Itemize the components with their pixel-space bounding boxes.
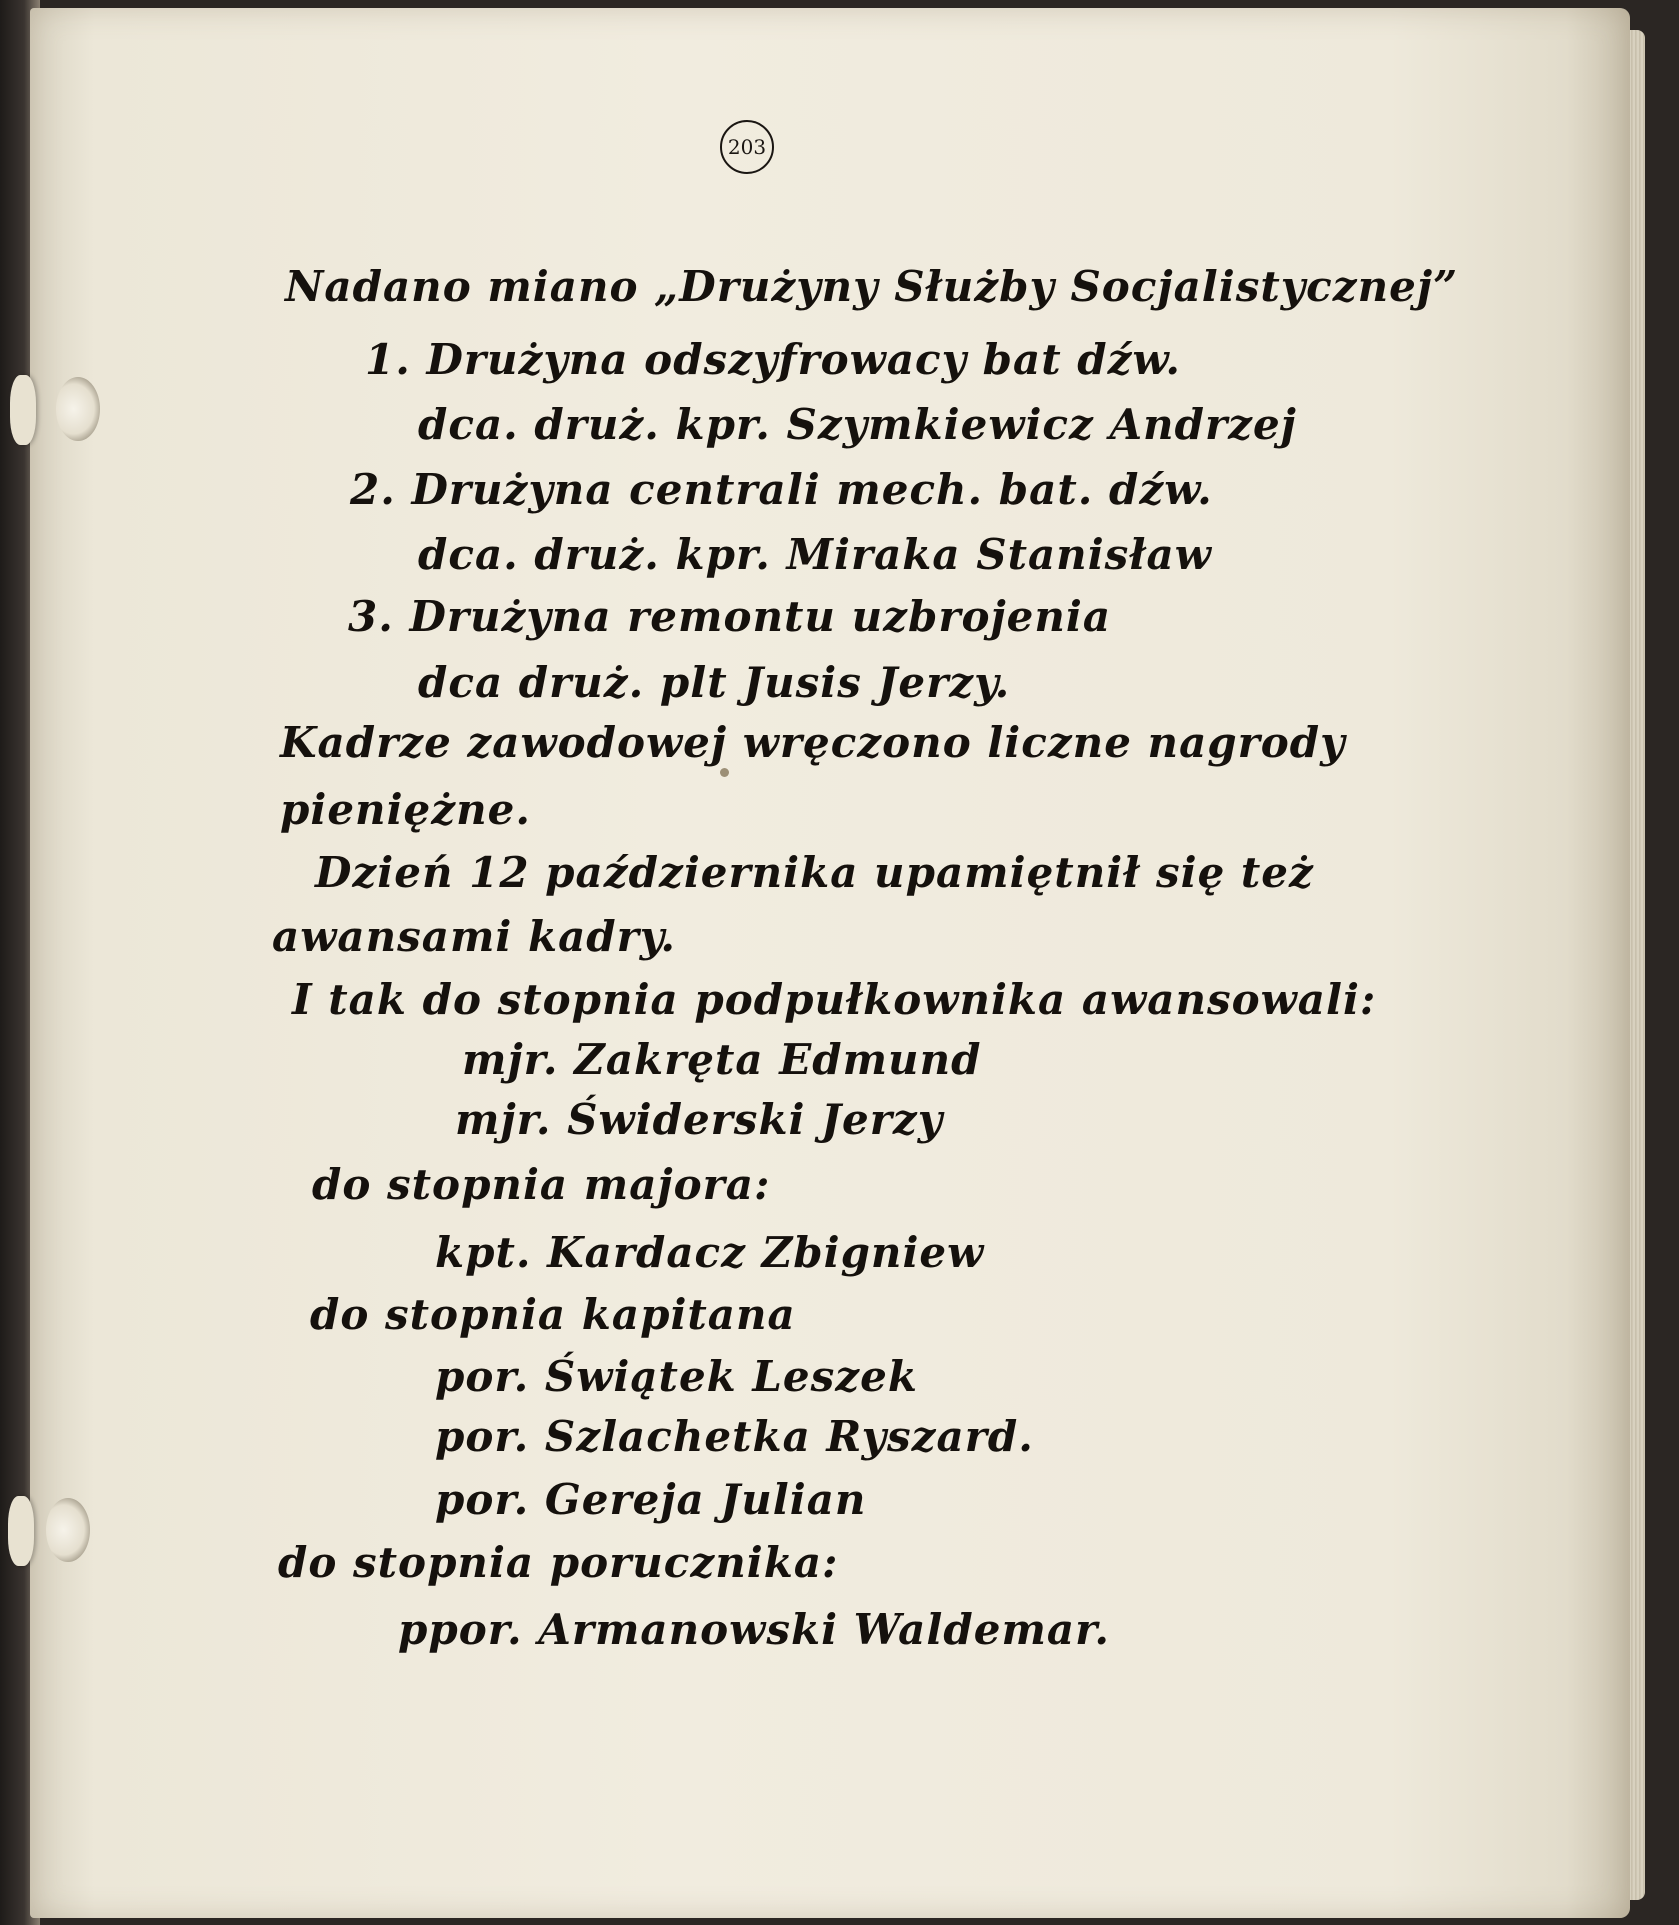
text-line: awansami kadry. <box>272 912 677 961</box>
text-line: Dzień 12 października upamiętnił się też <box>315 848 1314 897</box>
text-line: Kadrze zawodowej wręczono liczne nagrody <box>280 718 1346 767</box>
text-line-name: mjr. Zakręta Edmund <box>462 1035 982 1084</box>
text-line-rank: do stopnia kapitana <box>310 1290 796 1339</box>
text-line-item-3: 3. Drużyna remontu uzbrojenia <box>348 592 1112 641</box>
page-number: 203 <box>720 120 774 174</box>
text-line-name: por. Świątek Leszek <box>435 1352 918 1401</box>
torn-paper-fragment <box>10 375 36 445</box>
text-line-item-2-leader: dca. druż. kpr. Miraka Stanisław <box>418 530 1212 579</box>
text-line-name: mjr. Świderski Jerzy <box>455 1095 944 1144</box>
text-line-heading: Nadano miano „Drużyny Służby Socjalistycznej” <box>285 262 1459 311</box>
punch-hole <box>56 377 100 441</box>
text-line-rank: do stopnia porucznika: <box>278 1538 839 1587</box>
text-line-item-1-leader: dca. druż. kpr. Szymkiewicz Andrzej <box>418 400 1297 449</box>
text-line-name: ppor. Armanowski Waldemar. <box>398 1605 1110 1654</box>
text-line-name: kpt. Kardacz Zbigniew <box>435 1228 985 1277</box>
text-line-name: por. Gereja Julian <box>435 1475 867 1524</box>
text-line: I tak do stopnia podpułkownika awansowali: <box>292 975 1377 1024</box>
text-line: pieniężne. <box>280 785 531 834</box>
text-line-item-1: 1. Drużyna odszyfrowacy bat dźw. <box>365 335 1182 384</box>
ink-dot <box>720 768 729 777</box>
text-line-item-2: 2. Drużyna centrali mech. bat. dźw. <box>350 465 1213 514</box>
torn-paper-fragment <box>8 1496 34 1566</box>
text-line-name: por. Szlachetka Ryszard. <box>435 1412 1034 1461</box>
punch-hole <box>46 1498 90 1562</box>
text-line-rank: do stopnia majora: <box>312 1160 771 1209</box>
text-line-item-3-leader: dca druż. plt Jusis Jerzy. <box>418 658 1011 707</box>
